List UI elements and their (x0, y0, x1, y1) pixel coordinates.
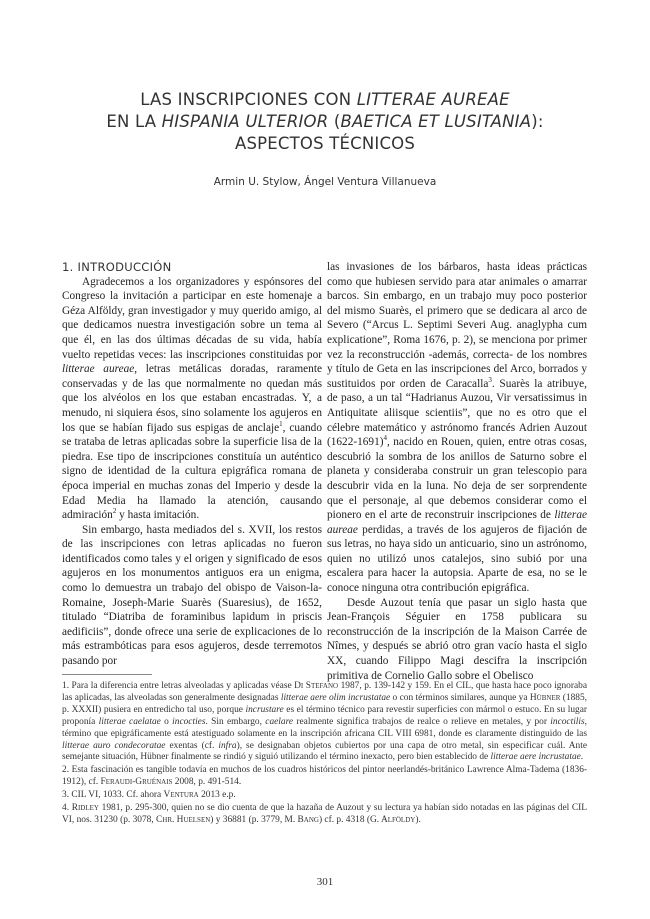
text: ) y 36881 (p. 3779, (210, 814, 285, 825)
paragraph: Sin embargo, hasta mediados del s. XVII, los restos de las inscripciones con letras aplicadas no fueron identificados como tales y el origen y significado de esos agujeros en los monumentos antiguos era un enigma, como lo demuestra un trabajo del obispo de Vaison-la-Romaine, Joseph-Marie Suarès (Suaresius), de 1652, titulado “Diatriba de foraminibus lapidum in priscis aedificiis”, donde ofrece una serie de explicaciones de lo más estrambóticas para esos agujeros, desde terremotos pasando por (62, 523, 322, 668)
text: , cuando se trataba de letras aplicadas sobre la superficie lisa de la piedra. Ese tipo de inscripciones constituía un auténtico signo de identidad de la cultura epigráfica romana de época imperial en muchas zonas del Imperio y desde la Edad Media ha llamado la atención, causando admiración (62, 421, 322, 522)
italic-text: litterae auro condecoratae (62, 740, 166, 751)
author-ref: M. Bang (284, 814, 319, 825)
text: 3. CIL VI, 1033. Cf. ahora (62, 790, 164, 801)
text: las invasiones de los bárbaros, hasta ideas prácticas como que hubiesen servido para atar animales o amarrar barcos. Sin embargo, en un trabajo muy poco posterior del mismo Suarès, el primero que se dedicara al arco de Severo (“Arcus L. Septimi Severi Aug. anaglypha cum explicatione”, Roma 1676, p. 2), se menciona por primer vez la reconstrucción -además, correcta- de los nombres y título de Geta en las inscripciones del Arco, borrados y sustituidos por orden de Caracalla (327, 261, 587, 390)
left-column (62, 260, 322, 669)
author-ref: Chr. Huelsen (156, 814, 211, 825)
title-text: ): (531, 112, 544, 131)
italic-text: incrustare (245, 704, 284, 715)
text: 2. Esta fascinación es tangible todavía en muchos de los cuadros históricos del pintor neerlandés-británico Lawrence Alma-Tadema (1836-1912), cf. (62, 765, 587, 788)
author-ref: Di Stefano (294, 681, 339, 691)
text: 1987, p. 139-142 y 159. En el CIL, que hasta hace poco ignoraba las aplicadas, las alveoladas son generalmente designadas (62, 681, 587, 703)
italic-text: litterae aere incrustatae (490, 752, 581, 763)
text: ) cf. p. 4318 ( (318, 814, 370, 825)
author-ref: Hübner (529, 692, 561, 703)
text: , nacido en Rouen, quien, entre otras cosas, descubrió la sombra de los anillos de Saturno sobre el planeta y consideraba construir un gran telescopio para descubrir vida en la luna. No deja de ser sorprendente que el personaje, al que debemos considerar como el pionero en el arte de reconstruir inscripciones de (327, 436, 587, 522)
italic-text: incoctilis (550, 716, 585, 727)
paragraph (327, 260, 587, 596)
text: , letras metálicas doradas, raramente conservadas y de las que normalmente no quedan más que los alvéolos en los que estaban encastradas. Y, a menudo, ni siquiera ésos, sino solamente los agujeros en los que se habían fijado sus espigas de anclaje (62, 363, 322, 434)
text: , término que epigráficamente está atestiguado solamente en la inscripción africana CIL VIII 6981, donde es claramente distinguido de las (62, 716, 587, 739)
author-ref: Ridley (71, 803, 99, 814)
text: 1981, p. 295-300, quien no se dio cuenta de que la hazaña de Auzout y su lectura ya habían sido notadas en las páginas del CIL VI, nos. 31230 (p. 3078, (62, 803, 588, 825)
paragraph (62, 275, 322, 523)
paragraph: Desde Auzout tenía que pasar un siglo hasta que Jean-François Séguier en 1758 publicara su reconstrucción de la inscripción de la Maison Carrée de Nîmes, y después se abrió otro gran vacío hasta el siglo XX, cuando Filippo Magi descifra la inscripción primitiva de Cornelio Gallo sobre el Obelisco (327, 596, 587, 682)
page-number: 301 (316, 876, 334, 888)
text: 2008, p. 491-514. (172, 777, 242, 788)
footnote-ref[interactable]: 3 (488, 375, 492, 384)
italic-text: infra (218, 740, 237, 751)
text: 2013 e.p. (198, 790, 236, 801)
text: . Sin embargo, (205, 716, 266, 727)
footnote-ref[interactable]: 4 (383, 434, 387, 443)
text: (1885, p. XXXII) pusiera en entredicho tal uso, porque (62, 692, 587, 715)
authors: Armin U. Stylow, Ángel Ventura Villanueva (213, 176, 437, 188)
text: exentas (cf. (165, 740, 219, 751)
title-text: EN LA (106, 112, 162, 131)
footnote-ref[interactable]: 1 (279, 419, 283, 428)
footnote-4 (62, 803, 587, 827)
italic-text: litterae aere olim incrustatae (280, 692, 391, 703)
text: 1. Para la diferencia entre letras alveoladas y aplicadas véase (62, 681, 295, 691)
text: . (580, 752, 584, 763)
footnotes (62, 681, 587, 828)
italic-text: incocties (172, 716, 206, 727)
text: ), se designaban objetos cubiertos por una capa de otro metal, sin especificar cuál. Ante semejante situación, Hübner finalmente se rindió y siguió utilizando el término inexacto, pero bien establecido de (62, 740, 587, 763)
text: perdidas, a través de los agujeros de fijación de sus letras, no haya sido un anticuario, sino un astrónomo, quien no utilizó unos catalejos, sino subió por una escalera para hacer la autopsia. Aparte de esa, no se le conoce ninguna otra contribución epigráfica. (327, 523, 587, 595)
italic-text: litterae caelatae (98, 716, 161, 727)
italic-text: caelare (265, 716, 294, 727)
text: es el término técnico para revestir superficies con mármol o estuco. En su lugar proponía (62, 704, 588, 727)
footnote-2 (62, 765, 587, 789)
footnote-ref[interactable]: 2 (112, 507, 117, 516)
title-italic: LITTERAE AUREAE (356, 90, 510, 109)
right-column (327, 260, 587, 683)
text: 4. (62, 803, 72, 814)
title-line-3: ASPECTOS TÉCNICOS (234, 134, 416, 153)
article-title (0, 89, 650, 155)
title-italic: BAETICA ET LUSITANIA (340, 112, 532, 131)
text: ). (415, 814, 421, 825)
text: . Suarès la atribuye, de paso, a un tal “Hadrianus Auzou, Vir versatissimus in Antiquitate aliisque scientiis”, que no es otro que el célebre matemático y astrónomo francés Adrien Auzout (1622-1691) (327, 377, 587, 449)
text: o (160, 716, 173, 727)
title-line-2 (0, 111, 650, 133)
italic-text: litterae aureae (62, 363, 135, 376)
title-line-1 (0, 89, 650, 111)
title-italic: HISPANIA ULTERIOR (161, 112, 329, 131)
text: y hasta imitación. (116, 509, 200, 522)
author-ref: Feraudi-Gruénais (100, 777, 173, 788)
author-ref: G. Alföldy (370, 814, 416, 825)
text: Agradecemos a los organizadores y espónsores del Congreso la invitación a participar en este homenaje a Géza Alföldy, gran investigador y muy querido amigo, al que dedicamos nuestra investigación sobre un tema al que él, en las dos últimas décadas de su vida, había vuelto repetidas veces: las inscripciones constituidas por (62, 275, 322, 361)
footnote-3 (62, 790, 587, 802)
footnote-divider (62, 674, 152, 675)
italic-text: litterae aureae (327, 509, 587, 536)
title-text: ( (328, 112, 341, 131)
text: realmente significa trabajos de realce o relieve en metales, y por (293, 716, 551, 727)
author-ref: Ventura (163, 790, 199, 801)
footnote-1 (62, 681, 587, 764)
section-heading: 1. INTRODUCCIÓN (62, 260, 172, 274)
text: o con términos similares, aunque ya (390, 692, 530, 703)
title-text: LAS INSCRIPCIONES CON (140, 90, 357, 109)
